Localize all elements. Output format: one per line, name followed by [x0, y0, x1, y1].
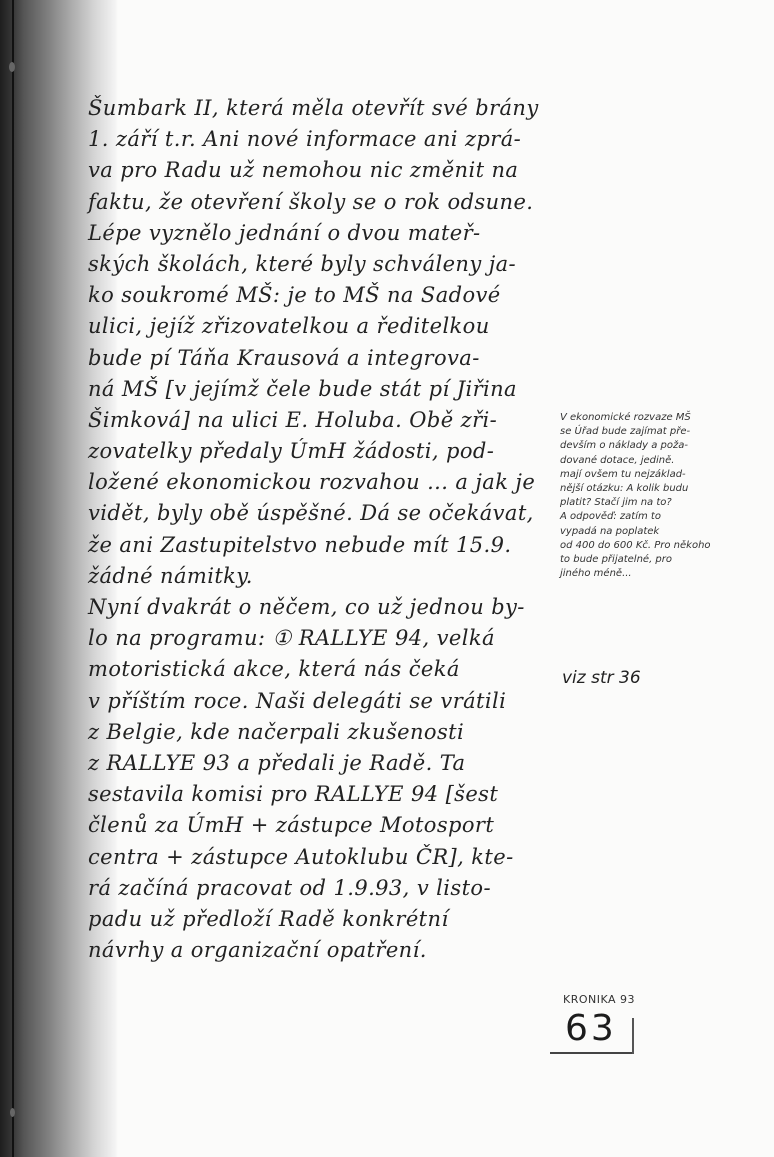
handwritten-main-text: [88, 93, 568, 966]
text-line: v příštím roce. Naši delegáti se vrátili: [88, 688, 507, 713]
text-line: 1. září t.r. Ani nové informace ani zprá-: [88, 127, 522, 152]
margin-note-line: se Úřad bude zajímat pře-: [560, 426, 691, 438]
margin-note-line: vypadá na poplatek: [560, 525, 660, 537]
margin-note: [560, 411, 765, 581]
margin-note-line: devším o náklady a poža-: [560, 440, 688, 452]
margin-note-line: dované dotace, jedině.: [560, 454, 675, 466]
binding-mark: [9, 62, 15, 72]
page-number: 63: [565, 1008, 617, 1049]
text-line: centra + zástupce Autoklubu ČR], kte-: [88, 844, 514, 869]
page-number-bracket: [632, 1018, 634, 1054]
text-line: návrhy a organizační opatření.: [88, 938, 427, 963]
margin-note-line: A odpověď: zatím to: [560, 511, 661, 523]
text-line: Nyní dvakrát o něčem, co už jednou by-: [88, 595, 525, 619]
text-line: padu už předloží Radě konkrétní: [88, 906, 449, 931]
margin-note-line: nější otázku: A kolik budu: [560, 482, 689, 494]
text-line: bude pí Táňa Krausová a integrova-: [88, 345, 480, 370]
binding-edge: [12, 0, 14, 1157]
margin-note-line: jiného méně...: [560, 568, 632, 580]
text-line: zovatelky předaly ÚmH žádosti, pod-: [88, 439, 495, 464]
margin-note-line: V ekonomické rozvaze MŠ: [560, 412, 691, 423]
margin-note-line: mají ovšem tu nejzáklad-: [560, 468, 686, 480]
page-number-underline: [550, 1052, 632, 1054]
text-line: motoristická akce, která nás čeká: [88, 657, 460, 682]
text-line: Šumbark II, která měla otevřít své brány: [88, 96, 539, 120]
text-line: rá začíná pracovat od 1.9.93, v listo-: [88, 875, 491, 900]
text-line: že ani Zastupitelstvo nebude mít 15.9.: [88, 532, 512, 557]
text-line: ko soukromé MŠ: je to MŠ na Sadové: [88, 283, 501, 308]
text-line: lo na programu: ① RALLYE 94, velká: [88, 626, 495, 651]
text-line: sestavila komisi pro RALLYE 94 [šest: [88, 782, 499, 807]
text-line: vidět, byly obě úspěšné. Dá se očekávat,: [88, 501, 534, 526]
text-line: ulici, jejíž zřizovatelkou a ředitelkou: [88, 314, 490, 339]
text-line: z RALLYE 93 a předali je Radě. Ta: [88, 750, 466, 775]
binding-mark: [10, 1108, 15, 1117]
text-line: členů za ÚmH + zástupce Motosport: [88, 813, 495, 838]
text-line: ná MŠ [v jejímž čele bude stát pí Jiřina: [88, 376, 517, 401]
text-line: žádné námitky.: [88, 563, 253, 588]
text-line: Šimková] na ulici E. Holuba. Obě zři-: [88, 407, 498, 432]
text-line: ložené ekonomickou rozvahou ... a jak je: [88, 470, 536, 495]
text-line: ských školách, které byly schváleny ja-: [88, 251, 517, 276]
text-line: z Belgie, kde načerpali zkušenosti: [88, 719, 465, 744]
cross-reference: viz str 36: [562, 668, 641, 688]
text-line: va pro Radu už nemohou nic změnit na: [88, 158, 519, 183]
margin-note-line: to bude přijatelné, pro: [560, 553, 673, 565]
text-line: Lépe vyznělo jednání o dvou mateř-: [88, 220, 481, 245]
chronicle-label: KRONIKA 93: [563, 993, 636, 1006]
margin-note-line: platit? Stačí jim na to?: [560, 497, 672, 509]
text-line: faktu, že otevření školy se o rok odsune.: [88, 189, 534, 214]
margin-note-line: od 400 do 600 Kč. Pro někoho: [560, 539, 711, 551]
